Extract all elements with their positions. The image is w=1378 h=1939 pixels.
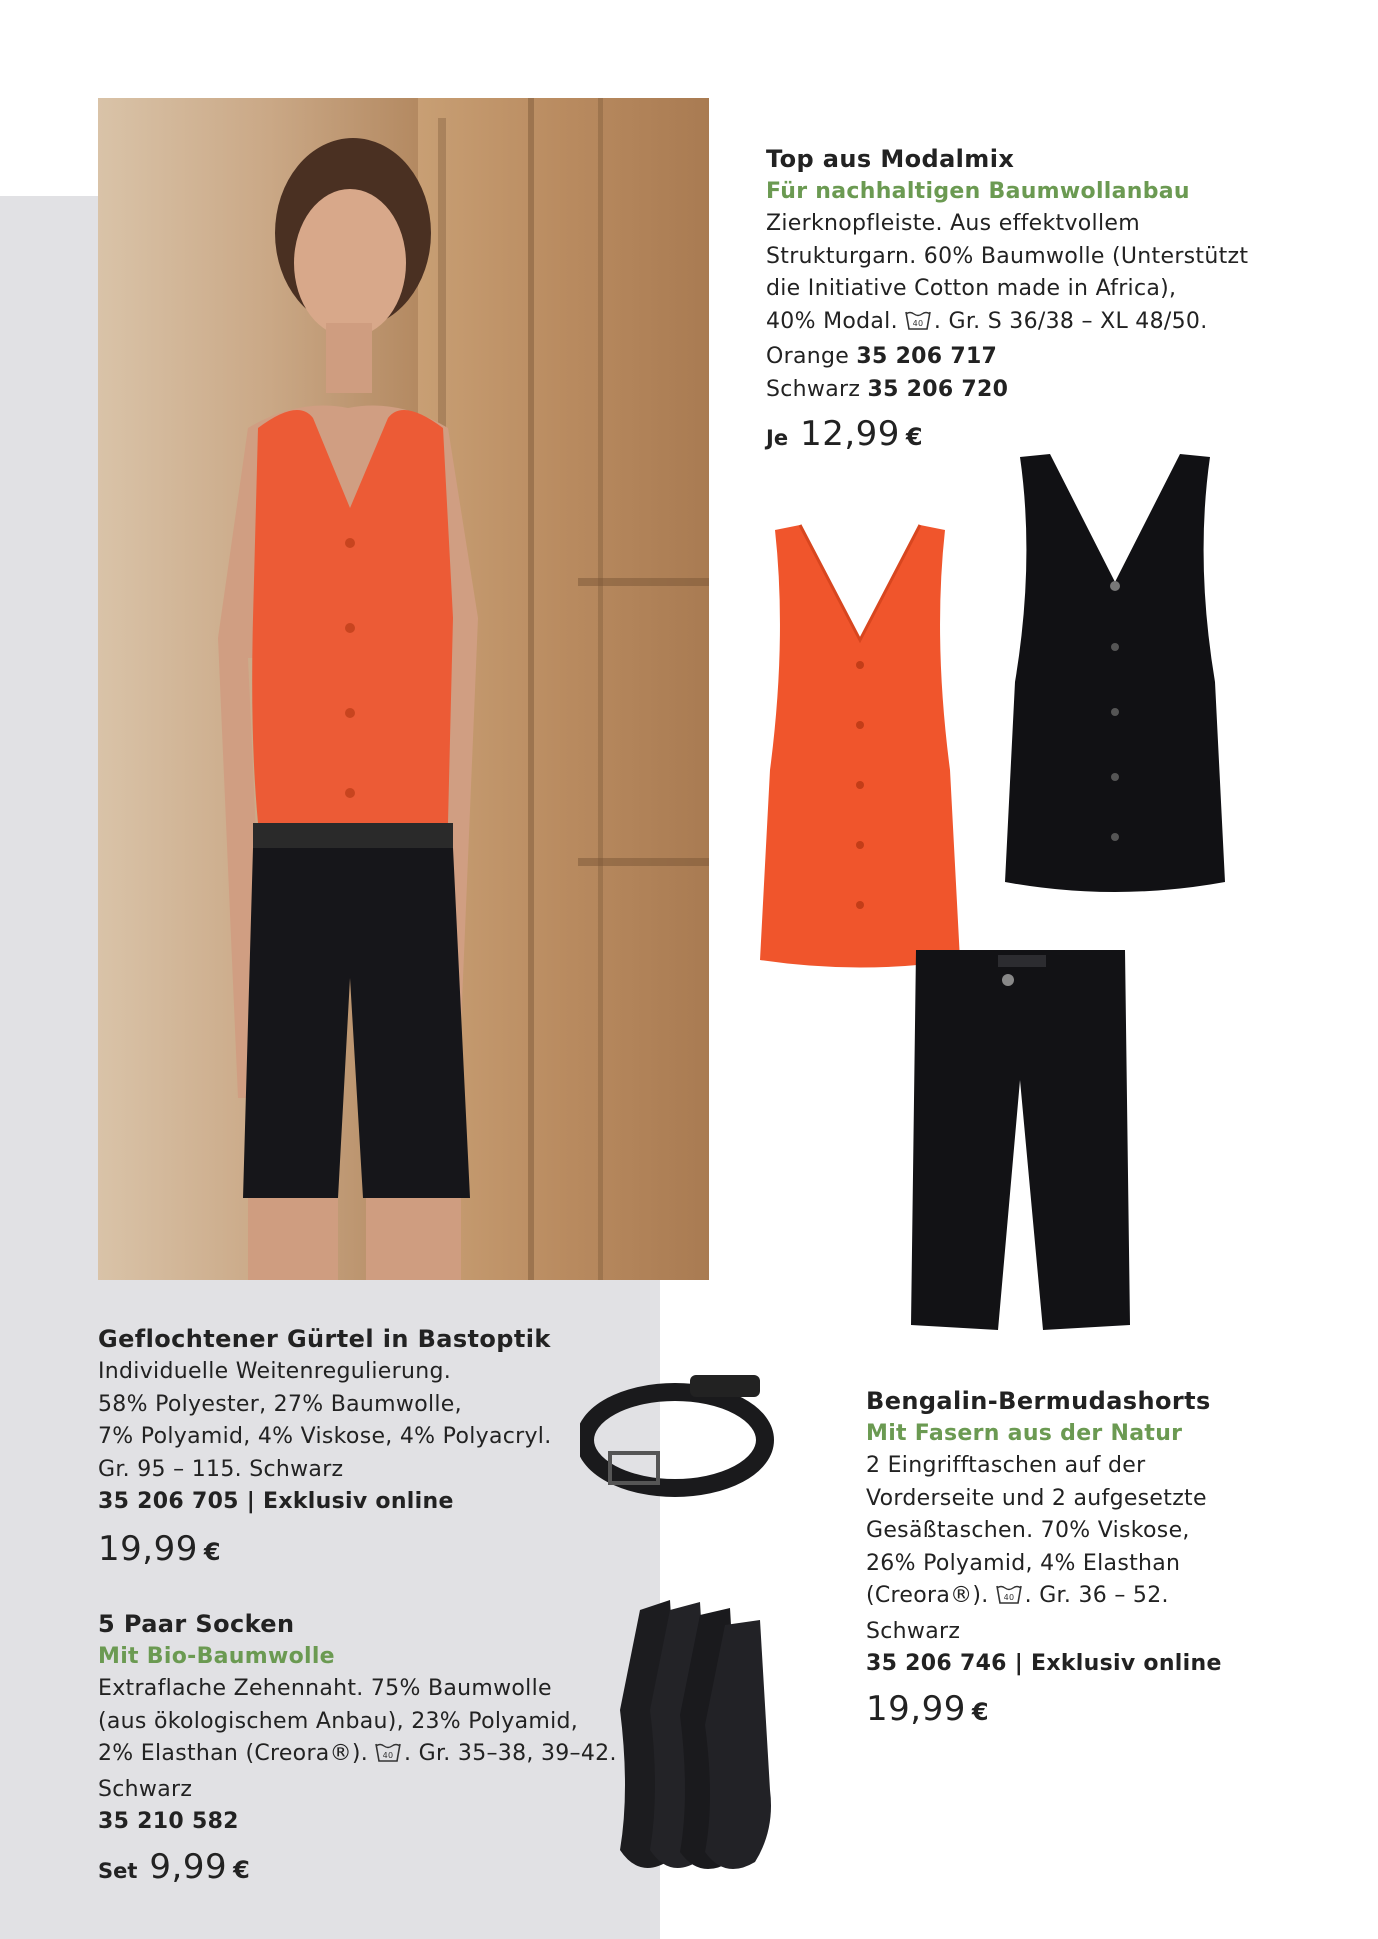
svg-text:40: 40 bbox=[912, 318, 924, 328]
top-line4-post: . Gr. S 36/38 – XL 48/50. bbox=[933, 308, 1208, 334]
socks-article: 35 210 582 bbox=[98, 1809, 239, 1834]
belt-image bbox=[580, 1365, 780, 1509]
price-prefix: Set bbox=[98, 1858, 138, 1883]
model-photo bbox=[98, 98, 709, 1280]
shorts-product-block bbox=[866, 1384, 1346, 1729]
belt-price bbox=[98, 1529, 618, 1569]
top-line4-pre: 40% Modal. bbox=[766, 308, 898, 334]
belt-description-line: 7% Polyamid, 4% Viskose, 4% Polyacryl. bbox=[98, 1424, 552, 1449]
top-description-line bbox=[766, 306, 1326, 342]
socks-subtitle: Mit Bio-Baumwolle bbox=[98, 1644, 335, 1669]
svg-text:40: 40 bbox=[382, 1751, 394, 1760]
top-description-line: Zierknopfleiste. Aus effektvollem bbox=[766, 211, 1140, 236]
socks-product-block bbox=[98, 1607, 618, 1887]
belt-product-block bbox=[98, 1322, 618, 1569]
top-subtitle: Für nachhaltigen Baumwollanbau bbox=[766, 179, 1190, 204]
top-description-line: die Initiative Cotton made in Africa), bbox=[766, 276, 1177, 301]
price-currency: € bbox=[971, 1697, 989, 1726]
article-number: 35 206 720 bbox=[867, 376, 1009, 402]
socks-description-line bbox=[98, 1738, 618, 1774]
shorts-color: Schwarz bbox=[866, 1618, 961, 1644]
shorts-description-line: Vorderseite und 2 aufgesetzte bbox=[866, 1485, 1207, 1511]
socks-price bbox=[98, 1847, 618, 1887]
socks-description-line: (aus ökologischem Anbau), 23% Polyamid, bbox=[98, 1708, 579, 1734]
shorts-description-line: 26% Polyamid, 4% Elasthan bbox=[866, 1550, 1181, 1576]
socks-line3-pre: 2% Elasthan (Creora®). bbox=[98, 1741, 369, 1766]
socks-line3-post: . Gr. 35–38, 39–42. bbox=[404, 1741, 617, 1766]
shorts-description-line: 2 Eingrifftaschen auf der bbox=[866, 1453, 1146, 1478]
belt-article: 35 206 705 | Exklusiv online bbox=[98, 1489, 454, 1514]
socks-color: Schwarz bbox=[98, 1776, 193, 1802]
price-currency: € bbox=[203, 1537, 221, 1566]
black-top-image bbox=[1000, 452, 1230, 906]
variant-color-label: Schwarz bbox=[766, 376, 861, 402]
price-currency: € bbox=[233, 1855, 250, 1884]
socks-title: 5 Paar Socken bbox=[98, 1610, 295, 1638]
shorts-subtitle: Mit Fasern aus der Natur bbox=[866, 1421, 1183, 1446]
top-variant-orange bbox=[766, 341, 1326, 374]
wash-40-icon bbox=[995, 1583, 1023, 1616]
shorts-image bbox=[908, 950, 1133, 1339]
top-description-line: Strukturgarn. 60% Baumwolle (Unterstützt bbox=[766, 243, 1249, 269]
article-number: 35 206 717 bbox=[856, 344, 998, 369]
price-currency: € bbox=[905, 423, 923, 451]
svg-text:40: 40 bbox=[1003, 1593, 1014, 1602]
belt-description-line: 58% Polyester, 27% Baumwolle, bbox=[98, 1391, 462, 1417]
price-value: 12,99 bbox=[800, 414, 900, 454]
price-value: 9,99 bbox=[149, 1846, 228, 1887]
wash-40-icon bbox=[374, 1741, 402, 1774]
model-illustration bbox=[98, 98, 709, 1280]
price-value: 19,99 bbox=[98, 1528, 198, 1569]
top-variant-black bbox=[766, 374, 1326, 407]
top-price bbox=[766, 414, 1326, 454]
price-prefix: Je bbox=[766, 426, 789, 450]
socks-description-line: Extraflache Zehennaht. 75% Baumwolle bbox=[98, 1676, 552, 1701]
socks-image bbox=[600, 1590, 790, 1884]
top-product-block bbox=[766, 142, 1326, 454]
variant-color-label: Orange bbox=[766, 344, 850, 369]
shorts-article: 35 206 746 | Exklusiv online bbox=[866, 1651, 1222, 1676]
shorts-line5-pre: (Creora®). bbox=[866, 1583, 989, 1608]
top-title: Top aus Modalmix bbox=[766, 145, 1015, 173]
shorts-price bbox=[866, 1689, 1346, 1729]
price-value: 19,99 bbox=[866, 1688, 966, 1729]
shorts-title: Bengalin-Bermudashorts bbox=[866, 1387, 1211, 1415]
belt-description-line: Gr. 95 – 115. Schwarz bbox=[98, 1456, 344, 1482]
belt-title: Geflochtener Gürtel in Bastoptik bbox=[98, 1325, 551, 1353]
shorts-line5-post: . Gr. 36 – 52. bbox=[1024, 1583, 1169, 1608]
shorts-description-line bbox=[866, 1580, 1346, 1616]
wash-40-icon bbox=[904, 309, 932, 342]
belt-description-line: Individuelle Weitenregulierung. bbox=[98, 1359, 452, 1384]
shorts-description-line: Gesäßtaschen. 70% Viskose, bbox=[866, 1518, 1190, 1543]
orange-top-image bbox=[755, 520, 965, 974]
